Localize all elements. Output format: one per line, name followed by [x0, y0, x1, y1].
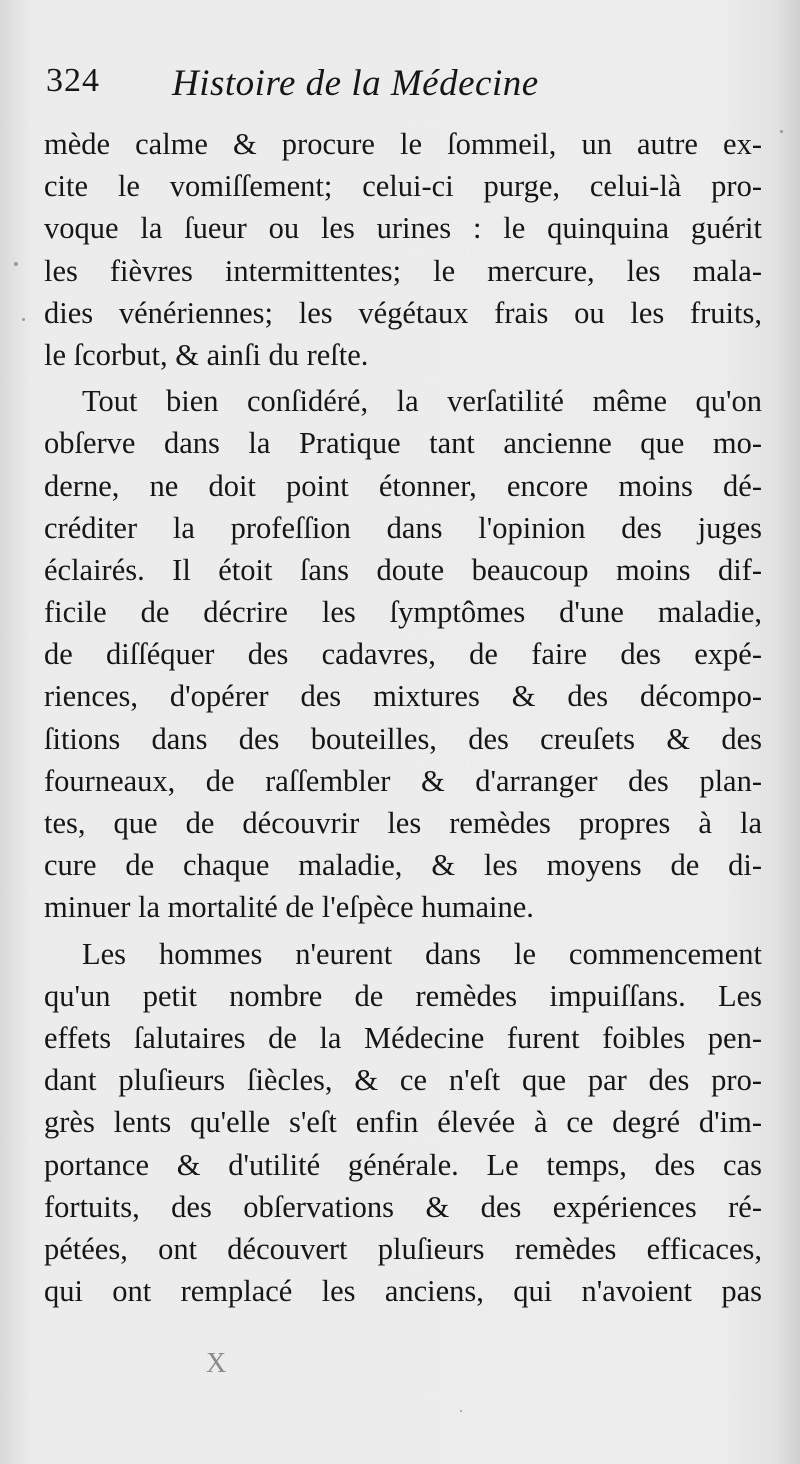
- text-line: éclairés. Il étoit ſans doute beaucoup moins dif-: [44, 552, 762, 587]
- text-line: pétées, ont découvert pluſieurs remèdes efficaces,: [44, 1231, 762, 1266]
- text-line: derne, ne doit point étonner, encore moins dé-: [44, 468, 762, 503]
- text-line: dant pluſieurs ſiècles, & ce n'eſt que par des pro-: [44, 1063, 762, 1098]
- text-line: effets ſalutaires de la Médecine furent foibles pen-: [44, 1020, 762, 1055]
- text-line: créditer la profeſſion dans l'opinion des juges: [44, 510, 762, 545]
- text-line: Tout bien conſidéré, la verſatilité même qu'on: [82, 384, 762, 419]
- paper-speck: [22, 318, 25, 321]
- text-line: riences, d'opérer des mixtures & des décompo-: [44, 679, 762, 714]
- text-line: qui ont remplacé les anciens, qui n'avoient pas: [44, 1274, 762, 1309]
- text-line: dies vénériennes; les végétaux frais ou les fruits,: [44, 295, 762, 330]
- paragraph: [44, 123, 762, 376]
- text-line: ficile de décrire les ſymptômes d'une maladie,: [44, 595, 762, 630]
- text-line: voque la ſueur ou les urines : le quinquina guérit: [44, 211, 762, 246]
- text-line: obſerve dans la Pratique tant ancienne que mo-: [44, 426, 762, 461]
- paper-speck: [780, 130, 783, 133]
- page-number: 324: [46, 62, 100, 99]
- text-line: portance & d'utilité générale. Le temps, des cas: [44, 1147, 762, 1182]
- text-line: mède calme & procure le ſommeil, un autre ex-: [44, 127, 762, 161]
- text-line: qu'un petit nombre de remèdes impuiſſans. Les: [44, 978, 762, 1013]
- text-line: cite le vomiſſement; celui-ci purge, celui-là pro-: [44, 169, 762, 204]
- paper-speck: [14, 262, 18, 266]
- body-text: [44, 123, 762, 1312]
- text-line: ſitions dans des bouteilles, des creuſets & des: [44, 721, 762, 756]
- text-line: fourneaux, de raſſembler & d'arranger des plan-: [44, 763, 762, 798]
- running-title: Histoire de la Médecine: [172, 63, 539, 104]
- text-line: tes, que de découvrir les remèdes propres à la: [44, 806, 762, 840]
- text-line: minuer la mortalité de l'eſpèce humaine.: [44, 890, 534, 925]
- signature-mark: X: [206, 1348, 231, 1379]
- text-line: Les hommes n'eurent dans le commencement: [82, 936, 762, 971]
- paper-speck: [460, 1410, 462, 1412]
- text-line: fortuits, des obſervations & des expériences ré-: [44, 1189, 762, 1224]
- text-line: cure de chaque maladie, & les moyens de di-: [44, 848, 762, 883]
- paragraph: [44, 380, 762, 928]
- text-line: les fièvres intermittentes; le mercure, les mala-: [44, 253, 762, 288]
- text-line: grès lents qu'elle s'eſt enfin élevée à ce degré d'im-: [44, 1105, 762, 1140]
- page-header: [46, 62, 766, 114]
- text-line: de diſſéquer des cadavres, de faire des expé-: [44, 637, 762, 672]
- paragraph: [44, 933, 762, 1313]
- text-line: le ſcorbut, & ainſi du reſte.: [44, 337, 369, 372]
